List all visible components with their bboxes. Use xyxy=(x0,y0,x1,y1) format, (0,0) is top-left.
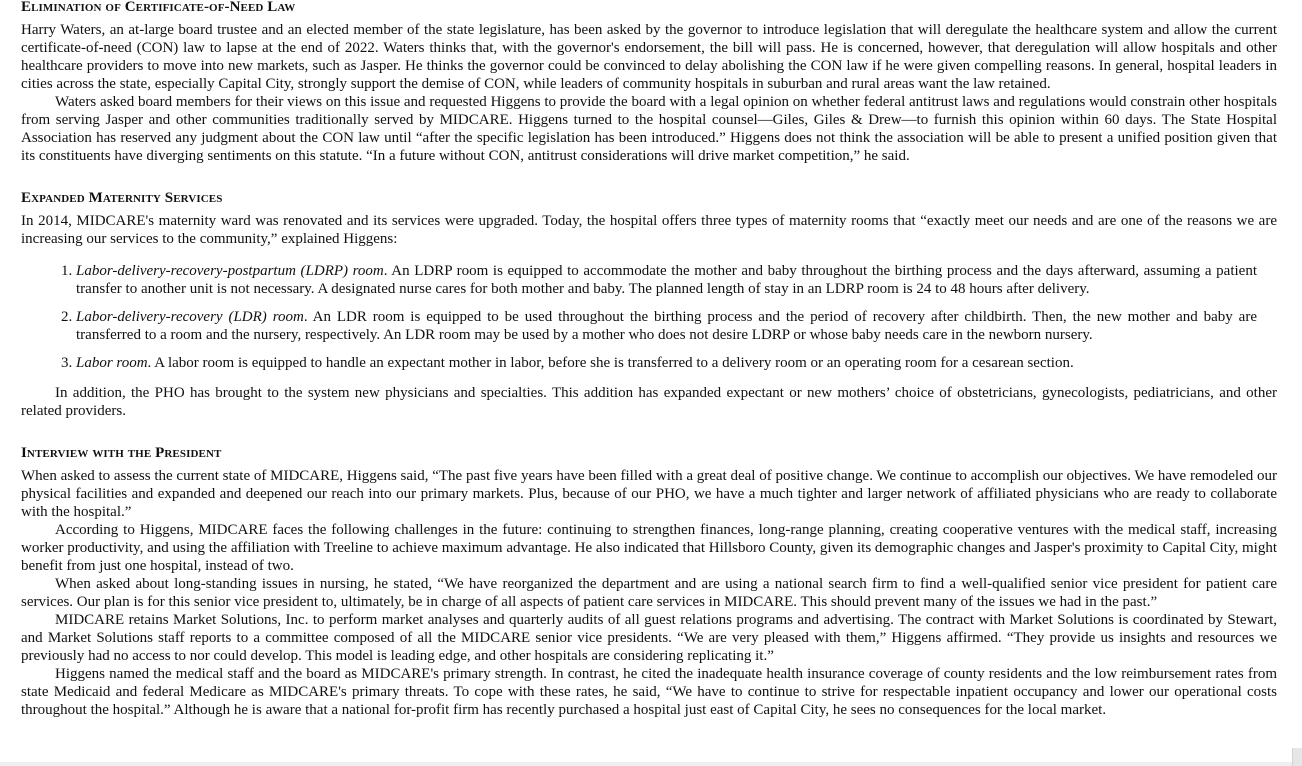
paragraph: When asked about long-standing issues in nursing, he stated, “We have reorganized the department and are using a national search firm to find a well-qualified senior vice president for patient care services. Our plan is for this senior vice president to, ultimately, be in charge of all aspects of patient care services in MIDCARE. This should prevent many of the issues we had in the past.” xyxy=(21,576,1277,610)
section-con-law xyxy=(21,0,1277,165)
list-item xyxy=(76,354,1257,372)
section-interview xyxy=(21,444,1277,719)
list-item-term: Labor-delivery-recovery (LDR) room xyxy=(76,309,304,325)
horizontal-scrollbar-track[interactable] xyxy=(0,762,1293,766)
list-item-text: . A labor room is equipped to handle an expectant mother in labor, before she is transferred to a delivery room or an operating room for a cesarean section. xyxy=(147,355,1074,371)
paragraph: According to Higgens, MIDCARE faces the following challenges in the future: continuing to strengthen finances, long-range planning, creating cooperative ventures with the medical staff, increasing worker productivity, and using the affiliation with Treeline to achieve maximum advantage. He also indicated that Hillsboro County, given its demographic changes and Jasper's proximity to Capital City, might benefit from just one hospital, instead of two. xyxy=(21,522,1277,574)
list-item-term: Labor-delivery-recovery-postpartum (LDRP) room xyxy=(76,263,384,279)
scrollbar-corner xyxy=(1292,748,1302,766)
paragraph: MIDCARE retains Market Solutions, Inc. to perform market analyses and quarterly audits of all guest relations programs and advertising. The contract with Market Solutions is coordinated by Stewart, and Market Solutions staff reports to a committee composed of all the MIDCARE senior vice presidents. “We are very pleased with them,” Higgens affirmed. “They provide us insights and resources we previously had no access to nor could develop. This model is leading edge, and other hospitals are considering replicating it.” xyxy=(21,612,1277,664)
paragraph: Higgens named the medical staff and the board as MIDCARE's primary strength. In contrast, he cited the inadequate health insurance coverage of county residents and the low reimbursement rates from state Medicaid and federal Medicare as MIDCARE's primary threats. To cope with these rates, he said, “We have to continue to strive for respectable inpatient occupancy and lower our operational costs throughout the hospital.” Although he is aware that a national for-profit firm has recently purchased a hospital just east of Capital City, he sees no consequences for the local market. xyxy=(21,666,1277,718)
paragraph: Waters asked board members for their views on this issue and requested Higgens to provide the board with a legal opinion on whether federal antitrust laws and regulations would constrain other hospitals from serving Jasper and other communities traditionally served by MIDCARE. Higgens turned to the hospital counsel—Giles, Giles & Drew—to furnish this opinion within 60 days. The State Hospital Association has reserved any judgment about the CON law until “after the specific legislation has been introduced.” Higgens does not think the association will be able to present a unified position given that its constituents have diverging sentiments on this statute. “In a future without CON, antitrust considerations will drive market competition,” he said. xyxy=(21,94,1277,164)
list-item-text: . An LDRP room is equipped to accommodate the mother and baby throughout the birthing process and the days afterward, assuming a patient transfer to another unit is not necessary. A designated nurse cares for both mother and baby. The planned length of stay in an LDRP room is 24 to 48 hours after delivery. xyxy=(76,263,1257,297)
section-heading: Interview with the President xyxy=(21,445,222,461)
section-heading: Expanded Maternity Services xyxy=(21,190,223,206)
section-maternity xyxy=(21,189,1277,420)
list-item-text: . An LDR room is equipped to be used throughout the birthing process and the period of recovery after childbirth. Then, the new mother and baby are transferred to a room and the nursery, respectively. An LDR room may be used by a mother who does not desire LDRP or whose baby needs care in the newborn nursery. xyxy=(76,309,1257,343)
list-item xyxy=(76,308,1257,344)
paragraph: In 2014, MIDCARE's maternity ward was renovated and its services were upgraded. Today, the hospital offers three types of maternity rooms that “exactly meet our needs and are one of the reasons we are increasing our services to the community,” explained Higgens: xyxy=(21,213,1277,247)
list-item-term: Labor room xyxy=(76,355,148,371)
list-item xyxy=(76,262,1257,298)
document-page xyxy=(21,0,1277,719)
paragraph: Harry Waters, an at-large board trustee and an elected member of the state legislature, has been asked by the governor to introduce legislation that will deregulate the healthcare system and allow the current certificate-of-need (CON) law to lapse at the end of 2022. Waters thinks that, with the governor's endorsement, the bill will pass. He is concerned, however, that deregulation will allow hospitals and other healthcare providers to move into new markets, such as Jasper. He thinks the governor could be convinced to delay abolishing the CON law if he were given compelling reasons. In general, hospital leaders in cities across the state, especially Capital City, strongly support the demise of CON, while leaders of community hospitals in suburban and rural areas want the law retained. xyxy=(21,22,1277,92)
section-heading: Elimination of Certificate-of-Need Law xyxy=(21,0,296,15)
paragraph: In addition, the PHO has brought to the system new physicians and specialties. This addition has expanded expectant or new mothers’ choice of obstetricians, gynecologists, pediatricians, and other related providers. xyxy=(21,385,1277,419)
paragraph: When asked to assess the current state of MIDCARE, Higgens said, “The past five years have been filled with a great deal of positive change. We continue to accomplish our objectives. We have remodeled our physical facilities and expanded and deepened our reach into our primary markets. Plus, because of our PHO, we have a much tighter and larger network of affiliated physicians who are ready to collaborate with the hospital.” xyxy=(21,468,1277,520)
maternity-room-list xyxy=(21,262,1257,372)
